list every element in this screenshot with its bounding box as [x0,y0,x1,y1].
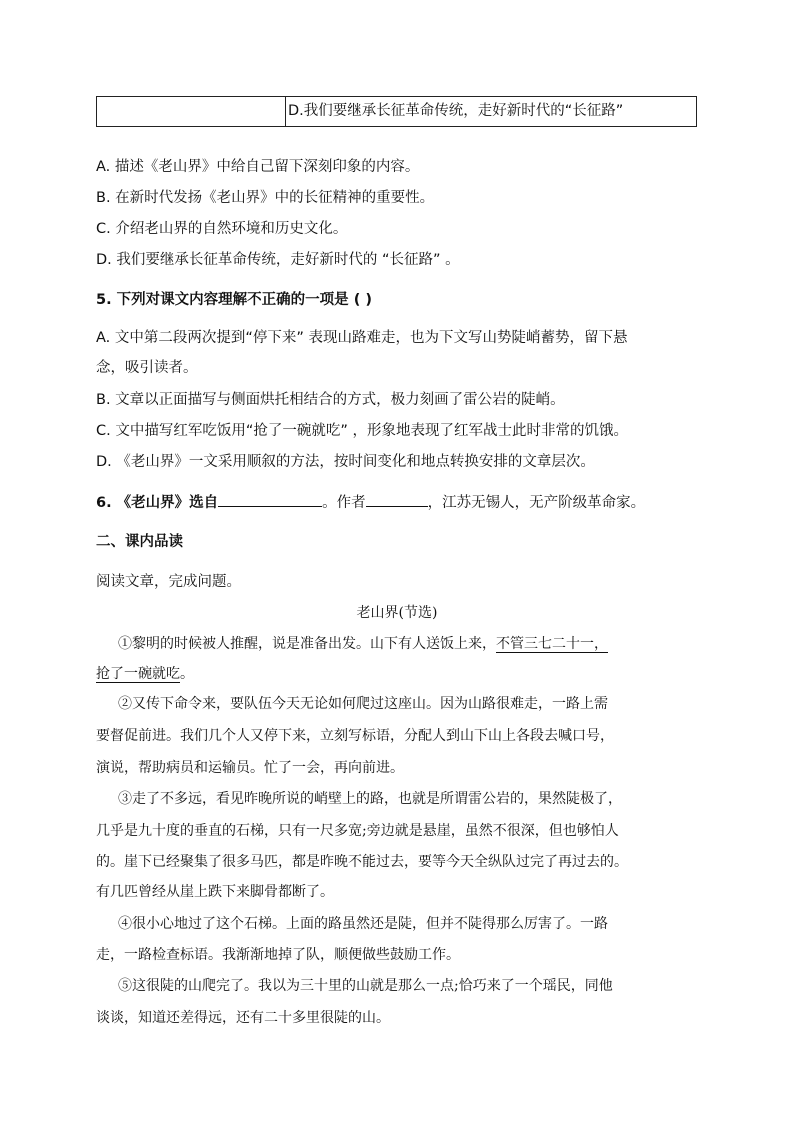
q6-blank-source[interactable] [218,492,322,507]
q6-fill-blank [96,492,645,513]
q6-blank-author[interactable] [366,492,428,507]
q6-stem-part3: ，江苏无锡人，无产阶级革命家。 [427,495,646,511]
article-p3-line2: 几乎是九十度的垂直的石梯，只有一尺多宽;旁边就是悬崖，虽然不很深，但也够怕人 [96,823,619,839]
q5-option-c: C. 文中描写红军吃饭用“抢了一碗就吃” ，形象地表现了红军战士此时非常的饥饿。 [96,423,628,439]
q5-option-a-line1: A. 文中第二段两次提到“停下来” 表现山路难走，也为下文写山势陡峭蓄势，留下悬 [96,330,628,346]
q5-option-b: B. 文章以正面描写与侧面烘托相结合的方式，极力刻画了雷公岩的陡峭。 [96,392,565,408]
q5-option-a-line2: 念，吸引读者。 [96,360,198,376]
article-p1-line1 [118,634,720,654]
table-cell-option-d: D.我们要继承长征革命传统，走好新时代的“长征路” [288,103,624,119]
article-p2-line2: 要督促前进。我们几个人又停下来，立刻写标语，分配人到山下山上各段去喊口号， [96,728,614,744]
article-p3-line1: ③走了不多远，看见昨晚所说的峭壁上的路，也就是所谓雷公岩的，果然陡极了， [118,791,622,807]
p1-end-mark: 。 [180,666,194,682]
q6-stem-part1: 6. 《老山界》选自 [96,495,219,511]
section-heading: 二、课内品读 [96,534,183,550]
p1-text: ①黎明的时候被人推醒，说是准备出发。山下有人送饭上来， [118,636,496,652]
article-title: 老山界(节选) [356,605,438,621]
article-p5-line1: ⑤这很陡的山爬完了。我以为三十里的山就是那么一点;恰巧来了一个瑶民，同他 [118,978,613,994]
article-p2-line3: 演说，帮助病员和运输员。忙了一会，再向前进。 [96,760,404,776]
article-p3-line4: 有几匹曾经从崖上跌下来脚骨都断了。 [96,884,334,900]
article-p4-line1: ④很小心地过了这个石梯。上面的路虽然还是陡，但并不陡得那么厉害了。一路 [118,916,608,932]
p1-underlined-text-cont: 抢了一碗就吃 [96,666,180,682]
reading-instruction: 阅读文章，完成问题。 [96,574,241,590]
q4-option-d: D. 我们要继承长征革命传统，走好新时代的 “长征路” 。 [96,252,460,268]
q4-option-b: B. 在新时代发扬《老山界》中的长征精神的重要性。 [96,190,435,206]
article-p3-line3: 的。崖下已经聚集了很多马匹，都是昨晚不能过去，要等今天全纵队过完了再过去的。 [96,854,628,870]
q4-option-c: C. 介绍老山界的自然环境和历史文化。 [96,221,348,237]
q5-stem: 5. 下列对课文内容理解不正确的一项是 ( ) [96,292,372,308]
p1-underlined-text: 不管三七二十一， [496,636,608,652]
article-p5-line2: 谈谈，知道还差得远，还有二十多里很陡的山。 [96,1010,390,1026]
option-table-fragment [96,96,697,127]
table-cell-empty [97,97,286,126]
q5-option-d: D. 《老山界》一文采用顺叙的方法，按时间变化和地点转换安排的文章层次。 [96,454,595,470]
q6-stem-part2: 。作者 [322,495,366,511]
article-p1-line2 [96,664,698,684]
article-p2-line1: ②又传下命令来，要队伍今天无论如何爬过这座山。因为山路很难走，一路上需 [118,696,608,712]
article-p4-line2: 走，一路检查标语。我渐渐地掉了队，顺便做些鼓励工作。 [96,947,460,963]
q4-option-a: A. 描述《老山界》中给自己留下深刻印象的内容。 [96,159,420,175]
